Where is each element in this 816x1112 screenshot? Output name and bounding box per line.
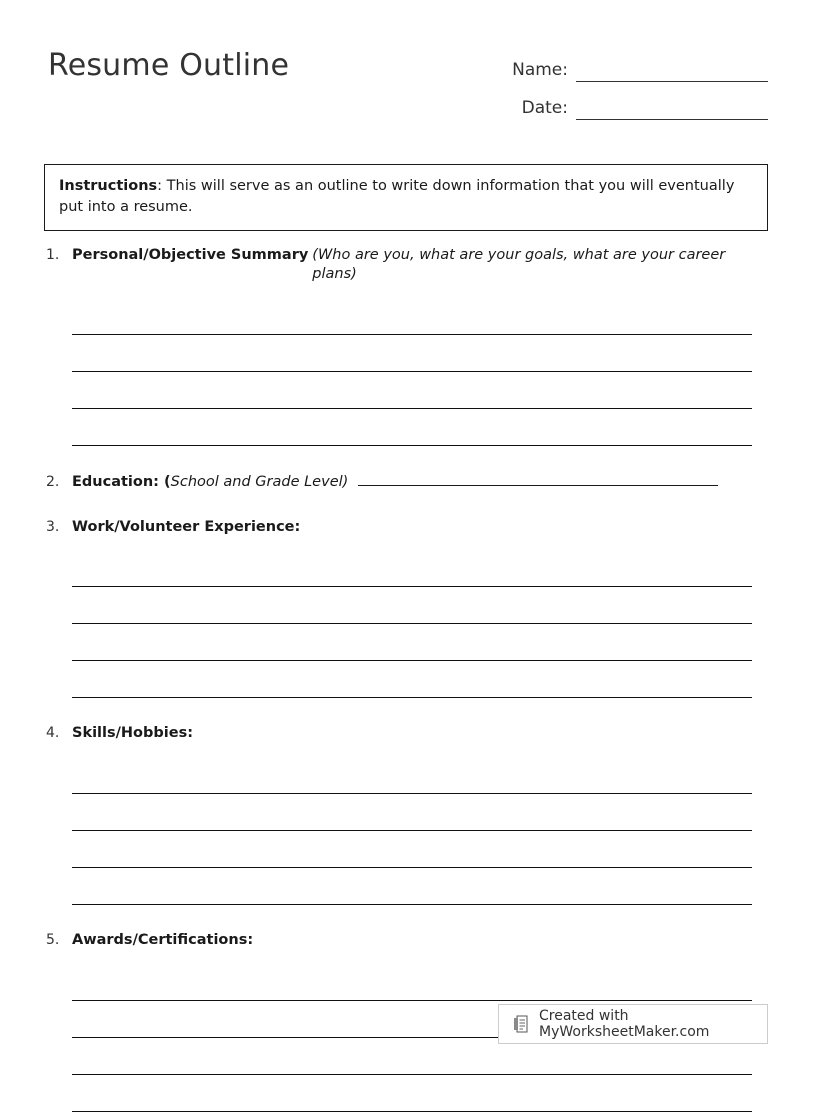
write-line[interactable] (72, 868, 752, 905)
outline-item-2-head (44, 472, 768, 492)
instructions-text: : This will serve as an outline to write down information that you will eventually put into a resume. (59, 178, 735, 216)
name-input[interactable] (576, 61, 768, 82)
write-line[interactable] (72, 624, 752, 661)
write-line[interactable] (72, 587, 752, 624)
outline-item-1-lines (72, 284, 768, 446)
date-field-row (458, 82, 768, 120)
outline-item-2 (44, 472, 768, 492)
outline-item-1-head (44, 246, 768, 284)
instructions-box (44, 164, 768, 231)
page-title: Resume Outline (48, 48, 290, 83)
date-label: Date: (521, 98, 568, 118)
outline-item-3-lines (72, 536, 768, 698)
spacer (44, 446, 768, 472)
outline-item-5-label: Awards/Certifications: (72, 932, 254, 949)
outline-item-3-label: Work/Volunteer Experience: (72, 518, 301, 535)
created-with-label: Created with MyWorksheetMaker.com (539, 1008, 710, 1040)
outline-item-1-hint: (Who are you, what are your goals, what are your career plans) (312, 247, 726, 282)
name-field-row (458, 44, 768, 82)
outline-item-2-number: 2. (46, 473, 60, 490)
write-line[interactable] (72, 794, 752, 831)
outline-item-5-head (44, 931, 768, 950)
outline-item-4 (44, 724, 768, 905)
outline-item-4-number: 4. (46, 725, 60, 742)
outline-item-1-number: 1. (46, 247, 60, 263)
write-line[interactable] (72, 298, 752, 335)
worksheet-maker-icon (513, 1015, 531, 1033)
outline-item-5-number: 5. (46, 932, 60, 949)
write-line[interactable] (72, 831, 752, 868)
outline-item-3-head (44, 518, 768, 537)
outline-item-4-head (44, 724, 768, 743)
outline-item-4-lines (72, 743, 768, 905)
write-line[interactable] (72, 661, 752, 698)
write-line[interactable] (72, 1075, 752, 1112)
outline-item-2-label: Education: ( (72, 473, 171, 490)
spacer (44, 492, 768, 518)
outline-item-3 (44, 518, 768, 699)
education-input[interactable] (358, 472, 718, 486)
spacer (44, 905, 768, 931)
outline-item-4-label: Skills/Hobbies: (72, 725, 194, 742)
date-input[interactable] (576, 99, 768, 120)
write-line[interactable] (72, 409, 752, 446)
write-line[interactable] (72, 550, 752, 587)
name-date-block (458, 44, 768, 120)
outline-item-3-number: 3. (46, 518, 60, 535)
name-label: Name: (512, 60, 568, 80)
write-line[interactable] (72, 757, 752, 794)
created-with-badge[interactable] (498, 1004, 768, 1044)
write-line[interactable] (72, 964, 752, 1001)
write-line[interactable] (72, 335, 752, 372)
instructions-label: Instructions (59, 178, 158, 194)
outline-item-2-hint: School and Grade Level) (170, 473, 349, 490)
outline-item-1-label: Personal/Objective Summary (72, 247, 309, 263)
outline-item-1 (44, 246, 768, 446)
write-line[interactable] (72, 372, 752, 409)
document-header (48, 44, 768, 124)
spacer (44, 698, 768, 724)
outline-items (44, 246, 768, 1112)
